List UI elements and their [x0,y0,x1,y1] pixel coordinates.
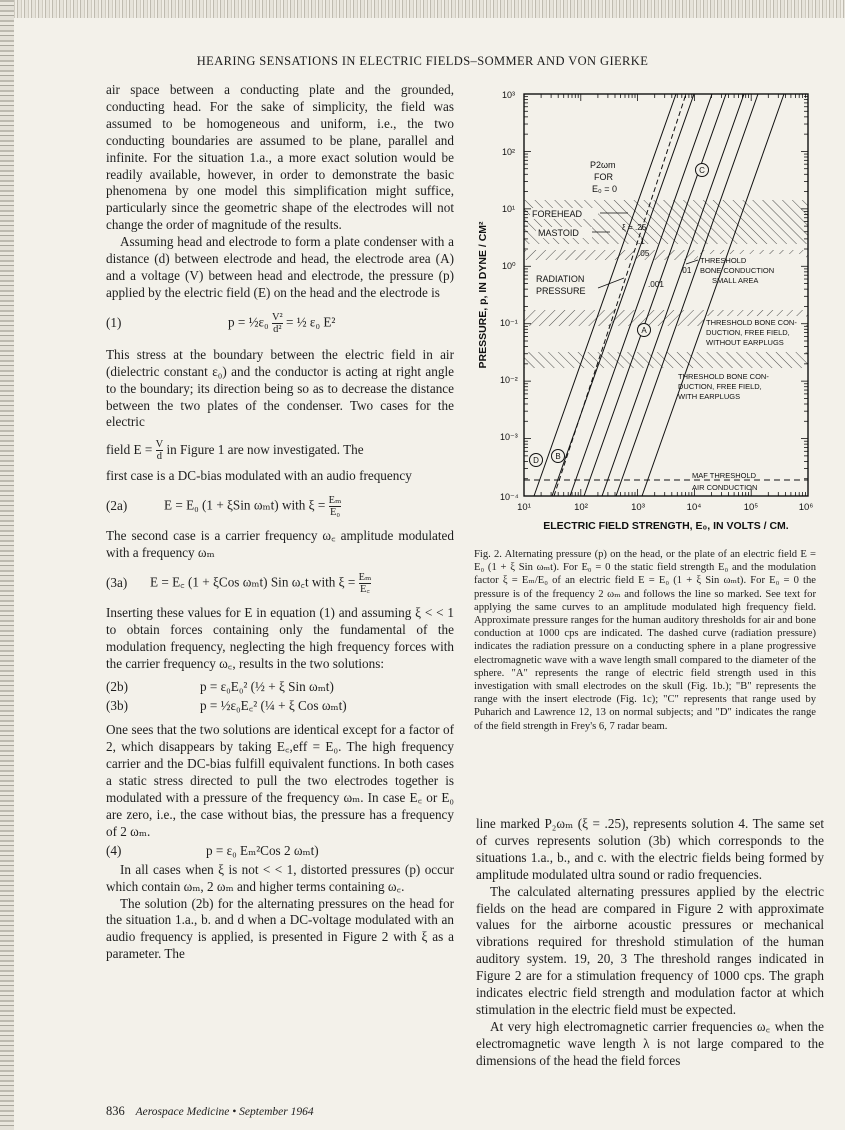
y-tick-label: 10⁻³ [500,432,518,442]
equation-text: = ½ ε₀ E² [285,314,336,330]
paragraph: Inserting these values for E in equation (1) and assuming ξ < < 1 to obtain forces containing only the fundamental of the modulation frequency, neglecting the high frequency forces with the carrier frequency ω꜀, results in the two solutions: [106,605,454,671]
paragraph: Assuming head and electrode to form a plate condenser with a distance (d) between electrode and head, the electrode area (A) and a voltage (V) between head and electrode, the pressure (p) applied by the electric field (E) on the head and the electrode is [106,234,454,300]
fraction: $\frac{\text{Eₘ}}{\text{E₀}}$ [328,495,342,519]
label-for: FOR [594,172,613,182]
y-tick-label: 10⁻¹ [500,318,518,328]
x-tick-label: 10¹ [517,502,531,513]
label-small-area: SMALL AREA [712,276,759,285]
equation-3a: (3a) E = E꜀ (1 + ξCos ωₘt) Sin ω꜀t with ξ = $\frac{\text{Eₘ}}{E꜀}$ [106,572,372,596]
x-axis-label: ELECTRIC FIELD STRENGTH, E₀, IN VOLTS / CM. [543,520,789,532]
curve [642,94,784,496]
label-air-conduction: AIR CONDUCTION [692,483,758,492]
marker-b-label: B [555,452,561,461]
curve [570,94,712,496]
field-definition: field E = $\frac{V}{d}$ in Figure 1 are now investigated. The [106,439,364,463]
label-forehead: FOREHEAD [532,209,583,219]
label-xi: ξ = .25 [622,223,647,232]
label-e0-zero: E₀ = 0 [592,184,618,194]
y-tick-labels [500,90,519,502]
page-number: 836 [106,1104,125,1118]
paragraph: The solution (2b) for the alternating pressures on the head for the situation 1.a., b. and d when a DC-voltage modulated with an audio frequency is applied, is presented in Figure 2 with ξ as a parameter. The [106,895,454,962]
label-with-earplugs-1: THRESHOLD BONE CON- [678,372,769,381]
label-without-earplugs-3: WITHOUT EARPLUGS [706,338,784,347]
label-maf-threshold: MAF THRESHOLD [692,471,757,480]
x-tick-label: 10² [574,502,588,513]
paragraph: air space between a conducting plate and the grounded, conducting head. For the sake of simplicity, the field was assumed to be homogeneous and uniform, i.e., the two conducting boundaries are assumed to be plane, parallel and infinite. For the situation 1.a., a more exact solution would be readily available, however, in order to demonstrate the basic phenomena by one model this simplification might suffice, particularly since the geometric shape of the electrodes will not change the order of magnitude of the results. [106,82,454,233]
marker-d-label: D [533,456,539,465]
figure-2-graph [466,82,844,542]
label-pressure: PRESSURE [536,286,586,296]
label-with-earplugs-2: DUCTION, FREE FIELD, [678,382,762,391]
fraction: $\frac{V}{d}$ [155,439,164,463]
y-tick-label: 10² [502,147,516,157]
paragraph: first case is a DC-bias modulated with an audio frequency [106,468,412,484]
label-p2wm: P2ωm [590,160,616,170]
y-axis-label: PRESSURE, p, IN DYNE / CM² [477,221,489,369]
y-tick-label: 10⁻⁴ [500,492,519,502]
equation-4: (4) p = ε₀ Eₘ²Cos 2 ωₘt) [106,842,319,858]
y-tick-label: 10⁰ [502,261,516,271]
y-tick-label: 10⁻² [500,375,518,385]
label-mastoid: MASTOID [538,228,579,238]
right-column [476,816,824,1070]
x-tick-label: 10⁵ [743,502,759,513]
marker-c-label: C [699,166,705,175]
page-footer [106,1104,314,1119]
paragraph: The calculated alternating pressures applied by the electric fields on the head are compared in Figure 2 with approximate values for the airborne acoustic pressures or mechanical vibrations required for threshold stimulation of the human auditory system. 19, 20, 3 The threshold ranges indicated in Figure 2 are for a stimulation frequency of 1000 cps. The graph indicates electric field strength and modulation factor at which stimulation in the electric field must be expected. [476,883,824,1017]
paragraph: line marked P₂ωₘ (ξ = .25), represents solution 4. The same set of curves represents solution (3b) which corresponds to the situations 1.a., b., and c. with the electric fields being formed by amplitude modulated ultra sound or radio frequencies. [476,816,824,882]
y-tick-label: 10¹ [502,204,516,214]
journal-name: Aerospace Medicine • September 1964 [135,1106,314,1118]
label-0-01: .01 [680,266,692,275]
figure-caption: Fig. 2. Alternating pressure (p) on the head, or the plate of an electric field E = E₀ (1 + ξ Sin ωₘt). For E₀ = 0 the static field strength E₀ and the modulation factor ξ = Eₘ/E₀ of an electric field E = E₀ (1 + ξ Sin ωₘt). For E₀ = 0 the pressure is of the frequency 2 ωₘ and follows the line so marked. See text for applying the same curves to an amplitude modulated high frequency field. Approximate pressure ranges for the human auditory thresholds for air and bone conduction at 1000 cps are indicated. The dashed curve (radiation pressure) indicates the radiation pressure on a conducting sphere in a plane progressive electromagnetic wave with a wave length small compared to the diameter of the sphere. "A" represents the range of electric field strength used in this investigation with small electrodes on the skull (Fig. 1b.); "B" represents the range with the insert electrode (Fig. 1c); "C" represents that range used by Puharich and Lawrence 12, 13 on normal subjects; and "D" indicates the range of the field strength in Frey's 6, 7 radar beam. [474,549,816,732]
label-without-earplugs-1: THRESHOLD BONE CON- [706,318,797,327]
paragraph: One sees that the two solutions are identical except for a factor of 2, which disappears by taking E꜀,eff = E₀. The high frequency carrier and the DC-bias fulfill equivalent functions. In both cases a static stress directed to pull the two electrodes together is modulated with a pressure of the frequency ωₘ. In case E꜀ or E₀ are zero, i.e., the case without bias, the pressure has a frequency of 2 ωₘ. [106,722,454,839]
equation-2b: (2b) p = ε₀E₀² (½ + ξ Sin ωₘt) [106,678,334,694]
fraction: $\frac{\text{V²}}{\text{d²}}$ [271,311,283,335]
x-tick-label: 10⁴ [686,502,702,513]
paragraph: At very high electromagnetic carrier frequencies ω꜀ when the electromagnetic wave length λ is not large compared to the dimensions of the head the field forces [476,1018,824,1068]
label-radiation: RADIATION [536,274,585,284]
running-head: HEARING SENSATIONS IN ELECTRIC FIELDS–SOMMER AND VON GIERKE [196,54,649,68]
curve [616,94,758,496]
label-without-earplugs-2: DUCTION, FREE FIELD, [706,328,790,337]
paragraph: The second case is a carrier frequency ω꜀ amplitude modulated with a frequency ωₘ [106,528,454,561]
x-tick-label: 10³ [631,502,645,513]
label-bone-conduction: BONE CONDUCTION [700,266,775,275]
y-tick-label: 10³ [502,90,516,100]
scan-top-noise [0,0,845,18]
paragraph: In all cases when ξ is not < < 1, distorted pressures (p) occur which contain ωₘ, 2 ωₘ and higher terms containing ω꜀. [106,861,454,894]
marker-a-label: A [641,326,647,335]
scan-left-edge [0,0,14,1130]
equation-number: (1) [106,314,122,330]
label-with-earplugs-3: WITH EARPLUGS [678,392,741,401]
label-threshold-bone-small: THRESHOLD [700,256,747,265]
left-column [106,82,454,963]
label-0-1: .1 [638,237,645,246]
label-0-001: .001 [648,280,664,289]
x-tick-label: 10⁶ [798,502,814,513]
equation-1 [106,312,454,335]
equation-3b: (3b) p = ½ε₀E꜀² (¼ + ξ Cos ωₘt) [106,697,347,713]
equation-text: p = ½ε₀ [228,314,269,330]
x-tick-labels [517,502,813,513]
label-0-05: .05 [638,249,650,258]
equation-2a: (2a) E = E₀ (1 + ξSin ωₘt) with ξ = $\frac{\text{Eₘ}}{\text{E₀}}$ [106,495,342,519]
paragraph: This stress at the boundary between the electric field in air (dielectric constant ε₀) and the conductor is acting at right angle to the boundary; its direction being so as to decrease the distance between the two plates of the condenser. Two cases for the electric [106,346,454,430]
fraction: $\frac{\text{Eₘ}}{E꜀}$ [358,572,372,596]
